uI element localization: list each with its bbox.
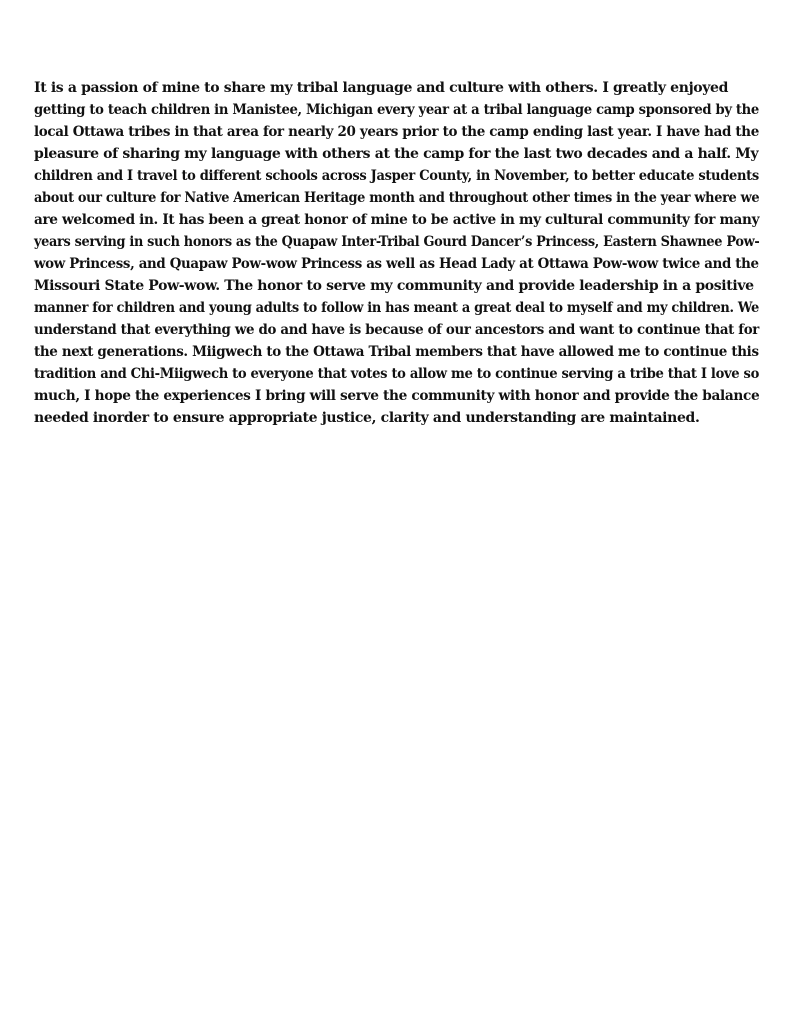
body-paragraph [34, 77, 759, 429]
paragraph-line-12: understand that everything we do and have is because of our ancestors and want to continue that for [34, 322, 759, 338]
paragraph-line-13: the next generations. Miigwech to the Ottawa Tribal members that have allowed me to continue this [34, 344, 759, 360]
paragraph-line-15: much, I hope the experiences I bring will serve the community with honor and provide the balance [34, 388, 760, 404]
paragraph-line-4: pleasure of sharing my language with others at the camp for the last two decades and a half. My [34, 146, 759, 162]
paragraph-line-1: It is a passion of mine to share my tribal language and culture with others. I greatly enjoyed [34, 80, 729, 96]
paragraph-line-10: Missouri State Pow-wow. The honor to serve my community and provide leadership in a positive [34, 278, 754, 294]
paragraph-line-8: years serving in such honors as the Quapaw Inter-Tribal Gourd Dancer’s Princess, Eastern Shawnee Pow- [34, 234, 760, 250]
paragraph-line-5: children and I travel to different schools across Jasper County, in November, to better educate students [34, 168, 759, 184]
paragraph-line-7: are welcomed in. It has been a great honor of mine to be active in my cultural community for many [34, 212, 760, 228]
paragraph-line-6: about our culture for Native American Heritage month and throughout other times in the year where we [34, 190, 760, 206]
paragraph-line-11: manner for children and young adults to follow in has meant a great deal to myself and my children. We [34, 300, 759, 316]
paragraph-line-14: tradition and Chi-Miigwech to everyone that votes to allow me to continue serving a tribe that I love so [34, 366, 760, 382]
paragraph-line-16: needed inorder to ensure appropriate justice, clarity and understanding are maintained. [34, 410, 700, 426]
paragraph-line-3: local Ottawa tribes in that area for nearly 20 years prior to the camp ending last year. I have had the [34, 124, 759, 140]
paragraph-line-9: wow Princess, and Quapaw Pow-wow Princess as well as Head Lady at Ottawa Pow-wow twice and the [34, 256, 759, 272]
paragraph-line-2: getting to teach children in Manistee, Michigan every year at a tribal language camp sponsored by the [34, 102, 759, 118]
